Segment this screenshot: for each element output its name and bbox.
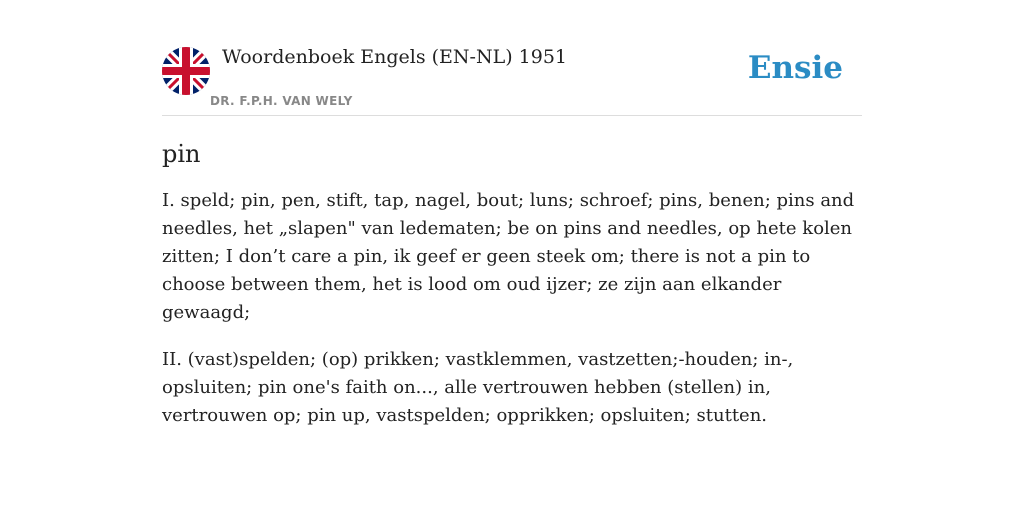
header <box>162 44 862 116</box>
uk-flag-icon <box>162 47 210 95</box>
author-name: DR. F.P.H. VAN WELY <box>210 94 353 108</box>
definition-paragraph: II. (vast)spelden; (op) prikken; vastklemmen, vastzetten;-houden; in-, opsluiten; pin one's faith on..., alle vertrouwen hebben (stellen) in, vertrouwen op; pin up, vastspelden; opprikken; opsluiten; stutten. <box>162 349 794 426</box>
book-title[interactable]: Woordenboek Engels (EN-NL) 1951 <box>222 46 567 68</box>
headword: pin <box>162 140 201 168</box>
definition-paragraph: I. speld; pin, pen, stift, tap, nagel, bout; luns; schroef; pins, benen; pins and needles, het „slapen" van ledematen; be on pins and needles, op hete kolen zitten; I don’t care a pin, ik geef er geen steek om; there is not a pin to choose between them, het is lood om oud ijzer; ze zijn aan elkander gewaagd; <box>162 190 855 323</box>
dictionary-entry-page <box>162 44 862 430</box>
brand-logo-link[interactable]: Ensie <box>747 50 843 86</box>
